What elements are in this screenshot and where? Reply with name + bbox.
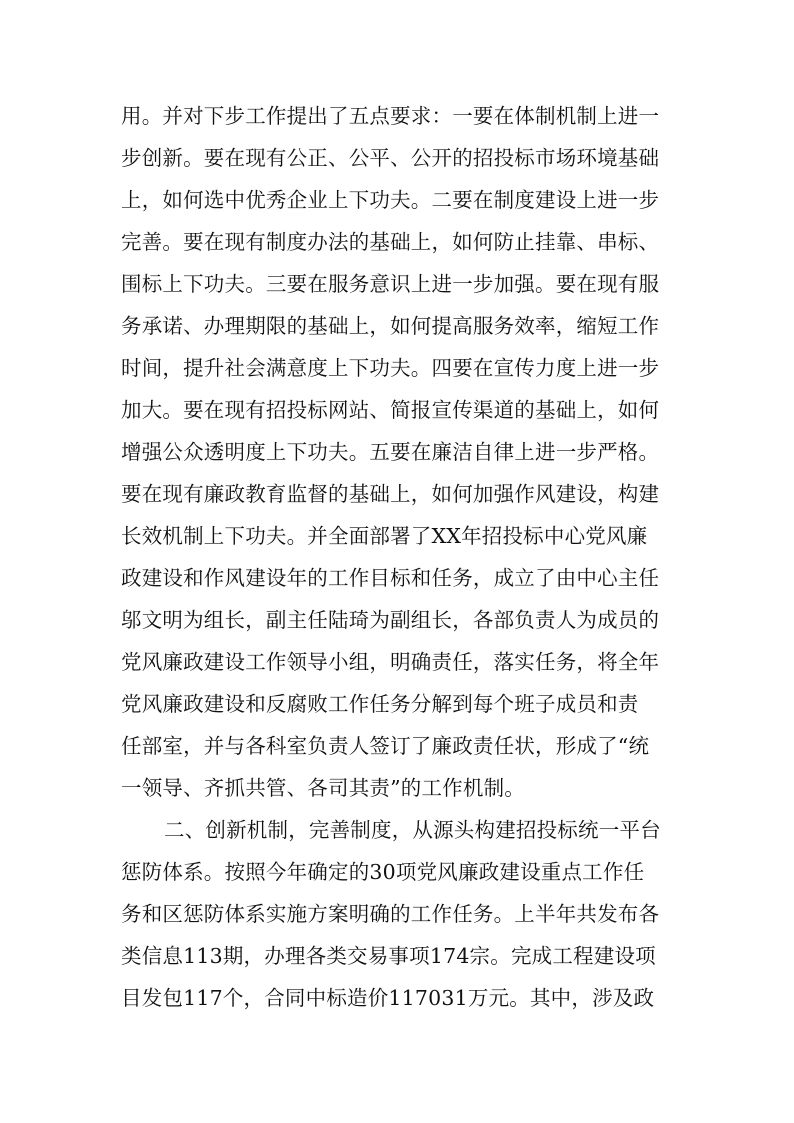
text-line: 时间，提升社会满意度上下功夫。四要在宣传力度上进一步 — [121, 356, 660, 380]
text-line: 用。并对下步工作提出了五点要求：一要在体制机制上进一 — [121, 104, 660, 128]
text-line: 务承诺、办理期限的基础上，如何提高服务效率，缩短工作 — [121, 314, 660, 338]
text-line: 惩防体系。按照今年确定的30项党风廉政建设重点工作任 — [121, 860, 645, 884]
text-line: 步创新。要在现有公正、公平、公开的招投标市场环境基础 — [121, 146, 660, 170]
text-line: 党风廉政建设和反腐败工作任务分解到每个班子成员和责 — [121, 692, 639, 716]
text-line: 一领导、齐抓共管、各司其责”的工作机制。 — [121, 776, 525, 800]
text-line: 完善。要在现有制度办法的基础上，如何防止挂靠、串标、 — [121, 230, 660, 254]
text-line: 政建设和作风建设年的工作目标和任务，成立了由中心主任 — [121, 566, 660, 590]
text-line: 类信息113期，办理各类交易事项174宗。完成工程建设项 — [121, 944, 656, 968]
text-line: 邬文明为组长，副主任陆琦为副组长，各部负责人为成员的 — [121, 608, 660, 632]
text-line: 增强公众透明度上下功夫。五要在廉洁自律上进一步严格。 — [121, 440, 660, 464]
text-line: 目发包117个，合同中标造价117031万元。其中，涉及政 — [121, 986, 655, 1010]
text-line: 围标上下功夫。三要在服务意识上进一步加强。要在现有服 — [121, 272, 660, 296]
text-line: 要在现有廉政教育监督的基础上，如何加强作风建设，构建 — [121, 482, 660, 506]
text-line: 加大。要在现有招投标网站、简报宣传渠道的基础上，如何 — [121, 398, 660, 422]
text-line: 党风廉政建设工作领导小组，明确责任，落实任务，将全年 — [121, 650, 660, 674]
text-line: 务和区惩防体系实施方案明确的工作任务。上半年共发布各 — [121, 902, 660, 926]
text-line: 上，如何选中优秀企业上下功夫。二要在制度建设上进一步 — [121, 188, 660, 212]
text-line: 任部室，并与各科室负责人签订了廉政责任状，形成了“统 — [121, 734, 650, 758]
text-line: 长效机制上下功夫。并全面部署了XX年招投标中心党风廉 — [121, 524, 648, 548]
section-heading-line: 二、创新机制，完善制度，从源头构建招投标统一平台 — [164, 818, 661, 842]
